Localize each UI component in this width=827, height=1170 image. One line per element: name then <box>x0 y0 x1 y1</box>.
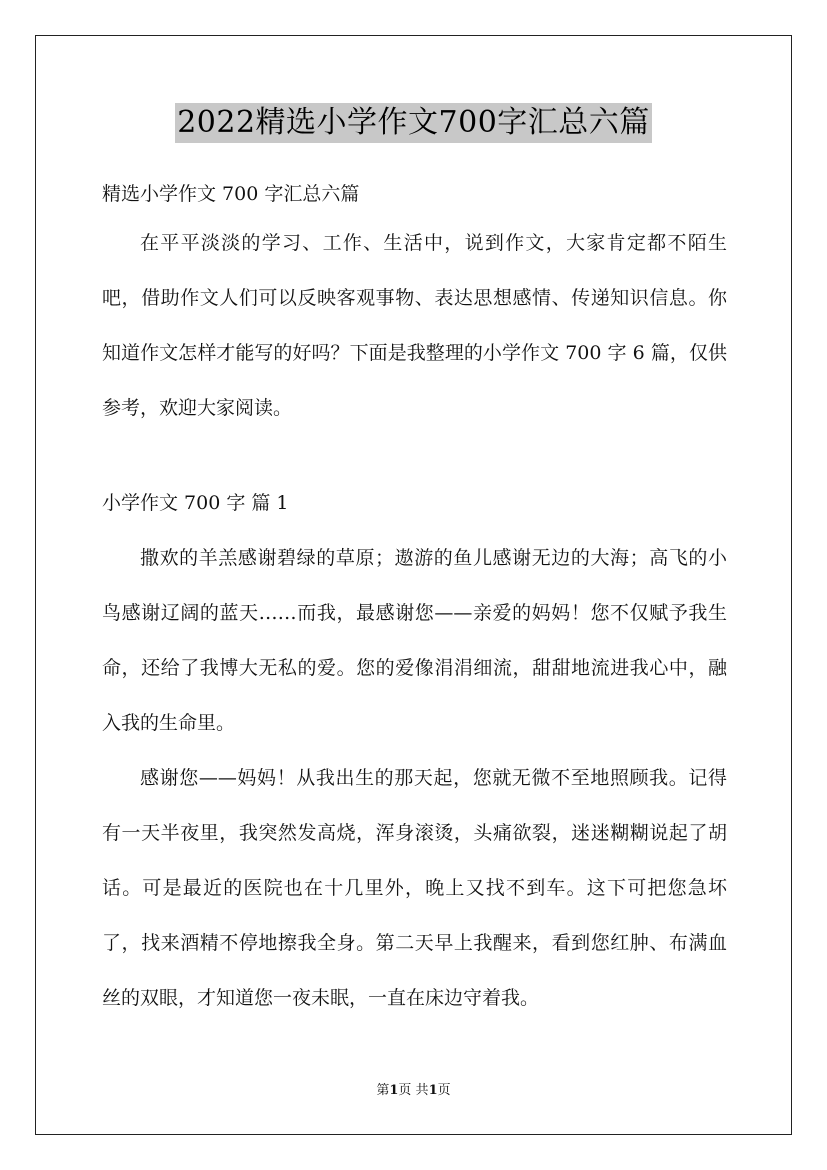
page-footer <box>0 1082 827 1100</box>
section-heading: 小学作文 700 字 篇 1 <box>102 492 289 514</box>
intro-paragraph: 在平平淡淡的学习、工作、生活中，说到作文，大家肯定都不陌生吧，借助作文人们可以反映客观事物、表达思想感情、传递知识信息。你知道作文怎样才能写的好吗？下面是我整理的小学作文 700 字 6 篇，仅供参考，欢迎大家阅读。 <box>102 232 727 419</box>
footer-page-prefix: 第 <box>376 1083 390 1098</box>
footer-page-number: 1 <box>389 1083 399 1098</box>
section-spacer <box>102 436 727 476</box>
footer-page-suffix: 页 <box>437 1083 451 1098</box>
footer-page-total: 1 <box>428 1083 438 1098</box>
body-paragraph: 撒欢的羊羔感谢碧绿的草原；遨游的鱼儿感谢无边的大海；高飞的小鸟感谢辽阔的蓝天……而我，最感谢您——亲爱的妈妈！您不仅赋予我生命，还给了我博大无私的爱。您的爱像涓涓细流，甜甜地流进我心中，融入我的生命里。 <box>102 547 727 734</box>
body-paragraph: 感谢您——妈妈！从我出生的那天起，您就无微不至地照顾我。记得有一天半夜里，我突然发高烧，浑身滚烫，头痛欲裂，迷迷糊糊说起了胡话。可是最近的医院也在十几里外，晚上又找不到车。这下可把您急坏了，找来酒精不停地擦我全身。第二天早上我醒来，看到您红肿、布满血丝的双眼，才知道您一夜未眠，一直在床边守着我。 <box>102 767 727 1009</box>
document-body <box>102 172 727 1026</box>
footer-page-mid: 页 共 <box>398 1083 429 1098</box>
document-title: 2022精选小学作文700字汇总六篇 <box>175 103 652 143</box>
document-subtitle: 精选小学作文 700 字汇总六篇 <box>102 183 360 205</box>
title-container <box>0 103 827 143</box>
